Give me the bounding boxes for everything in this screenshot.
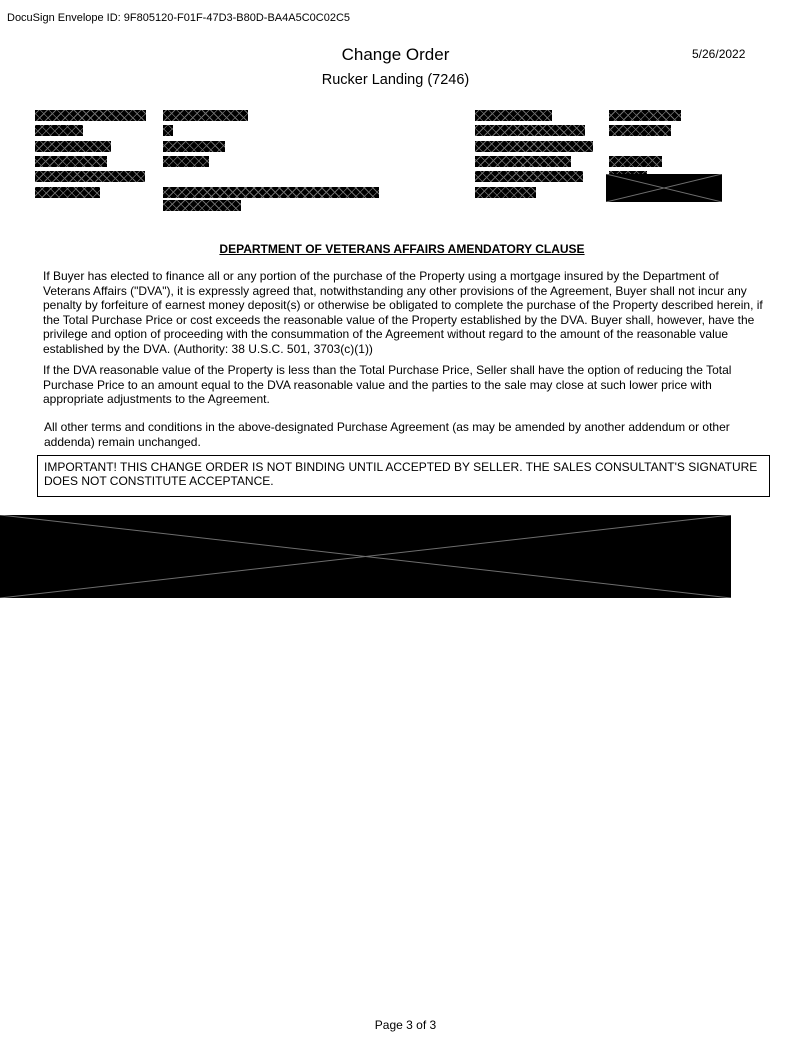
redaction-box [475, 125, 585, 136]
redaction-box [475, 187, 536, 198]
redaction-box [163, 156, 209, 167]
redaction-box [163, 200, 241, 211]
redaction-box [475, 110, 552, 121]
document-subtitle: Rucker Landing (7246) [321, 72, 470, 88]
redaction-box [475, 141, 593, 152]
other-terms-paragraph: All other terms and conditions in the above-designated Purchase Agreement (as may be amended by another addendum or other addenda) remain unchanged. [44, 420, 730, 449]
redaction-box [163, 187, 379, 198]
document-date: 5/26/2022 [692, 47, 746, 61]
redaction-box [35, 125, 83, 136]
redaction-box [35, 156, 107, 167]
redaction-box [35, 141, 111, 152]
redaction-box [35, 171, 145, 182]
redacted-signature-block [0, 515, 731, 598]
document-title: Change Order [341, 45, 450, 64]
acceptance-notice-box: IMPORTANT! THIS CHANGE ORDER IS NOT BINDING UNTIL ACCEPTED BY SELLER. THE SALES CONSULTANT'S SIGNATURE DOES NOT CONSTITUTE ACCEPTANCE. [37, 455, 770, 497]
redaction-box [163, 125, 173, 136]
clause-heading: DEPARTMENT OF VETERANS AFFAIRS AMENDATORY CLAUSE [219, 242, 585, 256]
redaction-box [35, 187, 100, 198]
page-number: Page 3 of 3 [374, 1018, 437, 1032]
redaction-box [35, 110, 146, 121]
redaction-box [609, 110, 681, 121]
redaction-box [163, 141, 225, 152]
docusign-envelope-id: DocuSign Envelope ID: 9F805120-F01F-47D3-B80D-BA4A5C0C02C5 [7, 12, 351, 24]
redaction-box [163, 110, 248, 121]
clause-paragraph-1: If Buyer has elected to finance all or any portion of the purchase of the Property using a mortgage insured by the Department of Veterans Affairs ("DVA"), it is expressly agreed that, notwithstanding any other provisions of the Agreement, Buyer shall not incur any penalty by forfeiture of earnest money deposit(s) or otherwise be obligated to complete the purchase of the Property described herein, if the Total Purchase Price or cost exceeds the reasonable value of the Property established by the DVA. Buyer shall, however, have the privilege and option of proceeding with the consummation of the Agreement without regard to the amount of the reasonable value established by the DVA. (Authority: 38 U.S.C. 501, 3703(c)(1)) [43, 269, 763, 356]
redaction-box [609, 156, 662, 167]
clause-paragraph-2: If the DVA reasonable value of the Property is less than the Total Purchase Price, Seller shall have the option of reducing the Total Purchase Price to an amount equal to the DVA reasonable value and the parties to the sale may close at such lower price with appropriate adjustments to the Agreement. [43, 363, 732, 406]
redaction-box [609, 125, 671, 136]
redaction-box [606, 174, 722, 202]
redaction-box [475, 156, 571, 167]
redaction-box [475, 171, 583, 182]
